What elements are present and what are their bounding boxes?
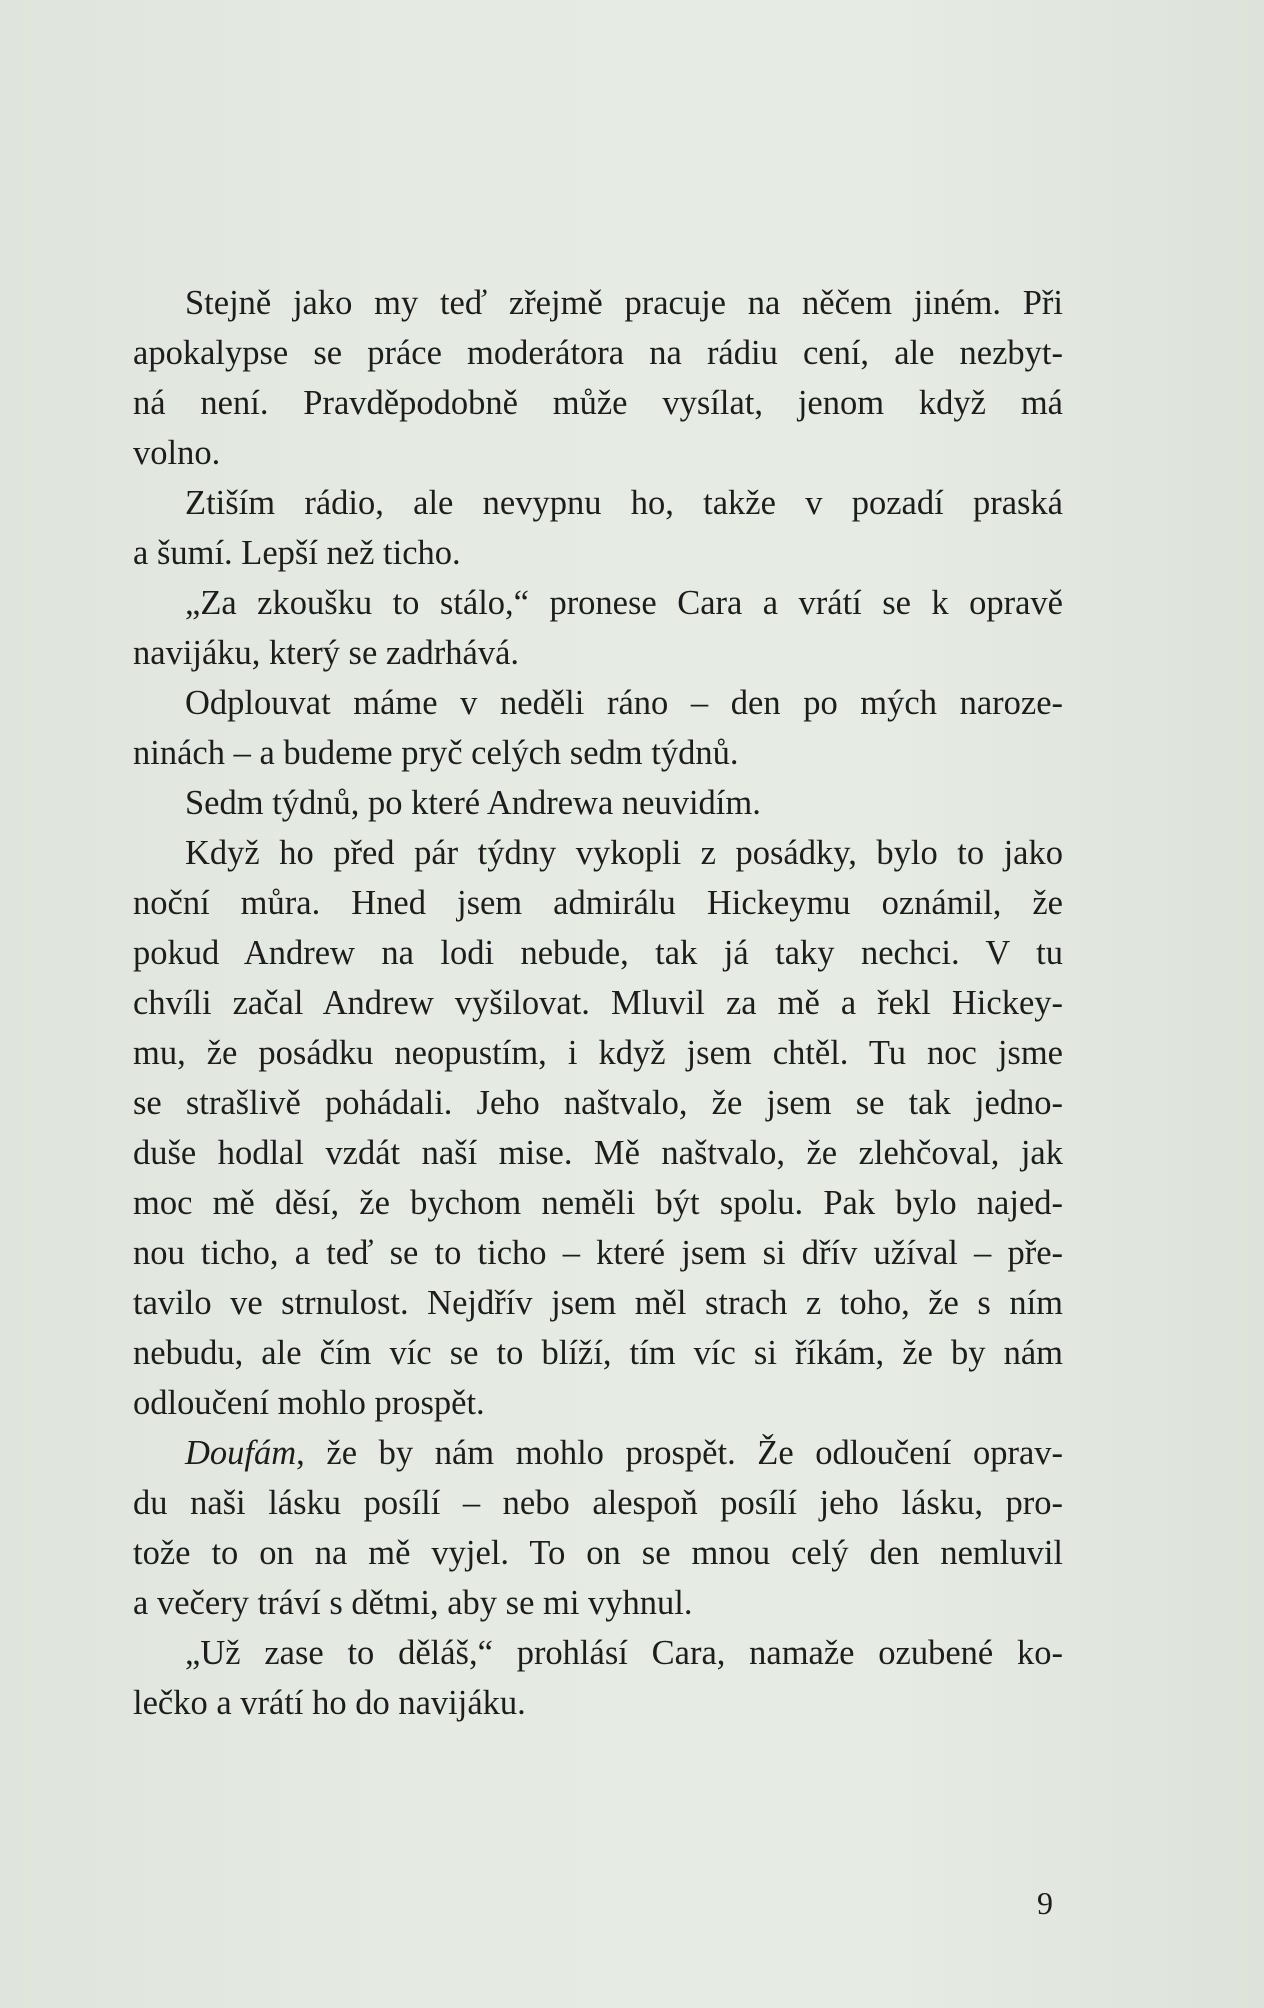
text-line: lečko a vrátí ho do navijáku. [133, 1684, 526, 1722]
text-line: tavilo ve strnulost. Nejdřív jsem měl strach z toho, že s ním [133, 1284, 1063, 1322]
emphasis-word: Doufám [185, 1434, 297, 1472]
text-line: Sedm týdnů, po které Andrewa neuvidím. [185, 784, 761, 822]
text-line: Když ho před pár týdny vykopli z posádky, bylo to jako [185, 834, 1063, 872]
text-line: a večery tráví s dětmi, aby se mi vyhnul. [133, 1584, 693, 1622]
text-line: pokud Andrew na lodi nebude, tak já taky nechci. V tu [133, 934, 1063, 972]
text-line: a šumí. Lepší než ticho. [133, 534, 461, 572]
text-line: chvíli začal Andrew vyšilovat. Mluvil za mě a řekl Hickey- [133, 984, 1063, 1022]
text-line: mu, že posádku neopustím, i když jsem chtěl. Tu noc jsme [133, 1034, 1063, 1072]
text-line: „Za zkoušku to stálo,“ pronese Cara a vrátí se k opravě [185, 584, 1063, 622]
text-line: odloučení mohlo prospět. [133, 1384, 485, 1422]
body-text [133, 278, 1063, 1728]
text-line [133, 1428, 1063, 1478]
text-line: navijáku, který se zadrhává. [133, 634, 520, 672]
text-line: nebudu, ale čím víc se to blíží, tím víc si říkám, že by nám [133, 1334, 1063, 1372]
page-number: 9 [1037, 1885, 1053, 1921]
text-line: ná není. Pravděpodobně může vysílat, jenom když má [133, 384, 1063, 422]
text-line: moc mě děsí, že bychom neměli být spolu. Pak bylo najed- [133, 1184, 1063, 1222]
text-line: Ztiším rádio, ale nevypnu ho, takže v pozadí praská [185, 484, 1063, 522]
text-line: Odplouvat máme v neděli ráno – den po mých naroze- [185, 684, 1063, 722]
text-line: volno. [133, 434, 221, 472]
text-line: tože to on na mě vyjel. To on se mnou celý den nemluvil [133, 1534, 1063, 1572]
text-line-rest: , že by nám mohlo prospět. Že odloučení oprav- [296, 1434, 1063, 1472]
text-line: apokalypse se práce moderátora na rádiu cení, ale nezbyt- [133, 334, 1063, 372]
text-line: noční můra. Hned jsem admirálu Hickeymu oznámil, že [133, 884, 1063, 922]
text-line: „Už zase to děláš,“ prohlásí Cara, namaže ozubené ko- [185, 1634, 1063, 1672]
text-line: duše hodlal vzdát naší mise. Mě naštvalo, že zlehčoval, jak [133, 1134, 1063, 1172]
text-line: Stejně jako my teď zřejmě pracuje na něčem jiném. Při [185, 284, 1063, 322]
text-line: se strašlivě pohádali. Jeho naštvalo, že jsem se tak jedno- [133, 1084, 1063, 1122]
text-line: ninách – a budeme pryč celých sedm týdnů. [133, 734, 739, 772]
text-line: nou ticho, a teď se to ticho – které jsem si dřív užíval – pře- [133, 1234, 1063, 1272]
text-line: du naši lásku posílí – nebo alespoň posílí jeho lásku, pro- [133, 1484, 1063, 1522]
